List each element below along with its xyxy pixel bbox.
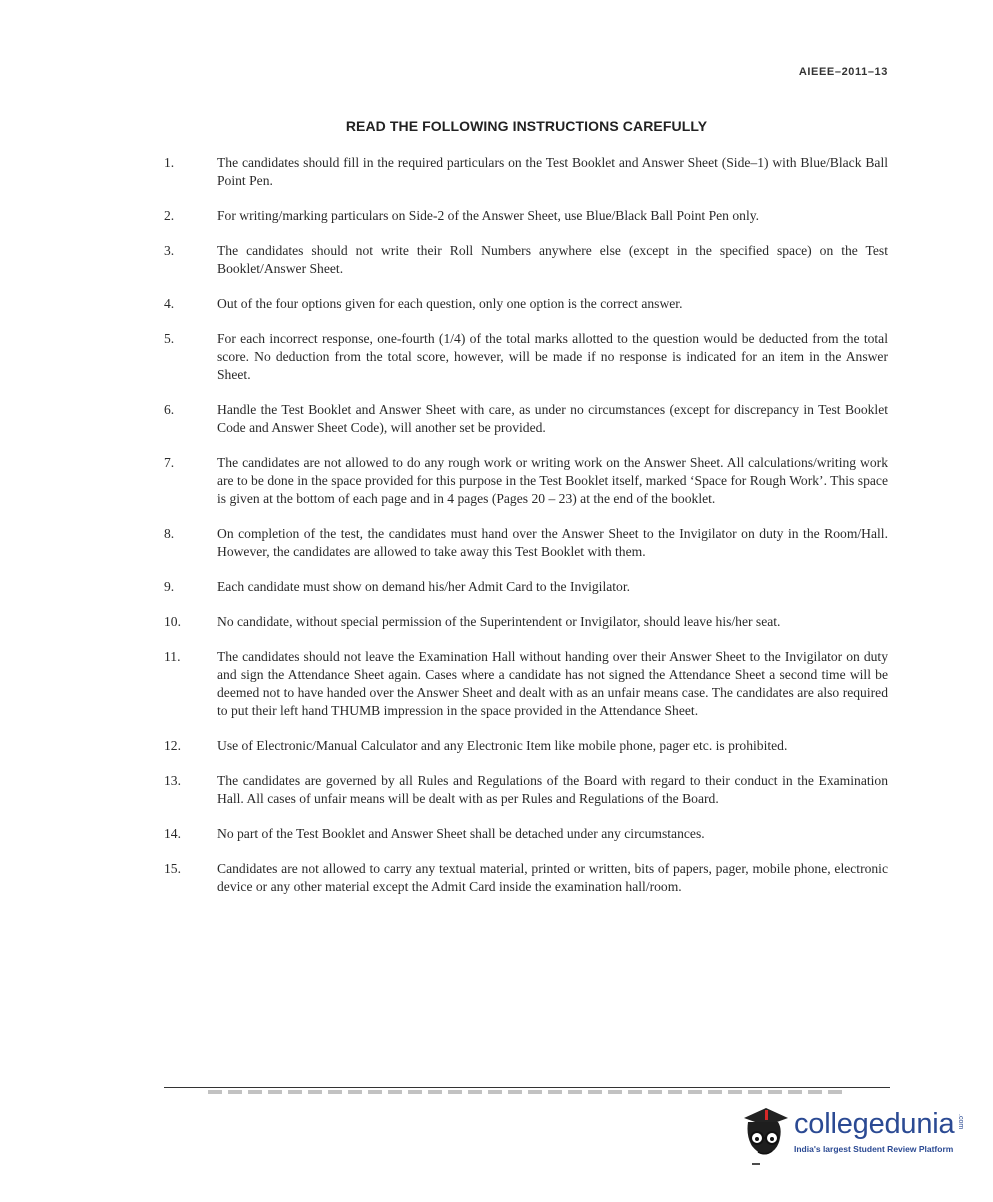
instruction-text: For each incorrect response, one-fourth (1/4) of the total marks allotted to the question would be deducted from the total score. No deduction from the total score, however, will be made if no response is indicated for an item in the Answer Sheet. (217, 331, 888, 382)
instruction-number: 10. (164, 614, 181, 629)
instruction-number: 13. (164, 773, 181, 788)
instruction-item (164, 825, 888, 843)
instruction-number: 12. (164, 738, 181, 753)
instruction-item (164, 613, 888, 631)
instruction-number: 2. (164, 208, 175, 223)
instruction-text: Out of the four options given for each question, only one option is the correct answer. (217, 296, 683, 311)
instruction-number: 3. (164, 243, 175, 258)
instruction-text: No part of the Test Booklet and Answer Sheet shall be detached under any circumstances. (217, 826, 705, 841)
instruction-number: 8. (164, 526, 175, 541)
instruction-item (164, 330, 888, 384)
instruction-number: 9. (164, 579, 175, 594)
instruction-item (164, 401, 888, 437)
instruction-text: The candidates are governed by all Rules and Regulations of the Board with regard to their conduct in the Examination Hall. All cases of unfair means will be dealt with as per Rules and Regulations of the Board. (217, 773, 888, 806)
instruction-text: The candidates should not leave the Examination Hall without handing over their Answer Sheet to the Invigilator on duty and sign the Attendance Sheet again. Cases where a candidate has not signed the Attendance Sheet a second time will be deemed not to have handed over the Answer Sheet and dealt with as an unfair means case. The candidates are also required to put their left hand THUMB impression in the space provided in the Attendance Sheet. (217, 649, 888, 718)
instruction-number: 15. (164, 861, 181, 876)
mascot-icon (736, 1104, 792, 1166)
instruction-number: 14. (164, 826, 181, 841)
instruction-item (164, 207, 888, 225)
instruction-text: Use of Electronic/Manual Calculator and any Electronic Item like mobile phone, pager etc. is prohibited. (217, 738, 788, 753)
instruction-text: For writing/marking particulars on Side-2 of the Answer Sheet, use Blue/Black Ball Point Pen only. (217, 208, 760, 223)
footer-divider (164, 1087, 890, 1088)
instruction-number: 5. (164, 331, 175, 346)
instruction-text: Candidates are not allowed to carry any textual material, printed or written, bits of papers, pager, mobile phone, electronic device or any other material except the Admit Card inside the examination hall/room. (217, 861, 888, 894)
instructions-list (164, 154, 888, 913)
logo-domain-suffix: .com (957, 1114, 964, 1130)
logo-brand-name: collegedunia (794, 1108, 955, 1140)
instruction-item (164, 578, 888, 596)
instruction-item (164, 154, 888, 190)
instruction-text: Handle the Test Booklet and Answer Sheet with care, as under no circumstances (except for discrepancy in Test Booklet Code and Answer Sheet Code), will another set be provided. (217, 402, 888, 435)
instruction-item (164, 737, 888, 755)
instruction-number: 7. (164, 455, 175, 470)
instruction-item (164, 454, 888, 508)
instruction-text: The candidates should fill in the required particulars on the Test Booklet and Answer Sheet (Side–1) with Blue/Black Ball Point Pen. (217, 155, 888, 188)
instruction-item (164, 242, 888, 278)
instruction-text: The candidates should not write their Roll Numbers anywhere else (except in the specified space) on the Test Booklet/Answer Sheet. (217, 243, 888, 276)
logo-tagline: India's largest Student Review Platform (794, 1144, 954, 1154)
instruction-text: On completion of the test, the candidates must hand over the Answer Sheet to the Invigilator on duty in the Room/Hall. However, the candidates are allowed to take away this Test Booklet with them. (217, 526, 888, 559)
footer-faded-text (208, 1090, 848, 1094)
instruction-number: 1. (164, 155, 175, 170)
instruction-number: 6. (164, 402, 175, 417)
instruction-number: 11. (164, 649, 181, 664)
instruction-item (164, 860, 888, 896)
instruction-number: 4. (164, 296, 175, 311)
instruction-item (164, 772, 888, 808)
instruction-item (164, 295, 888, 313)
booklet-code: AIEEE–2011–13 (798, 66, 888, 78)
instruction-item (164, 525, 888, 561)
collegedunia-logo (736, 1100, 966, 1170)
instruction-text: Each candidate must show on demand his/her Admit Card to the Invigilator. (217, 579, 631, 594)
instruction-text: No candidate, without special permission of the Superintendent or Invigilator, should leave his/her seat. (217, 614, 781, 629)
instruction-item (164, 648, 888, 720)
instruction-text: The candidates are not allowed to do any rough work or writing work on the Answer Sheet. All calculations/writing work are to be done in the space provided for this purpose in the Test Booklet itself, marked ‘Space for Rough Work’. This space is given at the bottom of each page and in 4 pages (Pages 20 – 23) at the end of the booklet. (217, 455, 888, 506)
page-title: READ THE FOLLOWING INSTRUCTIONS CAREFULLY (345, 118, 708, 134)
